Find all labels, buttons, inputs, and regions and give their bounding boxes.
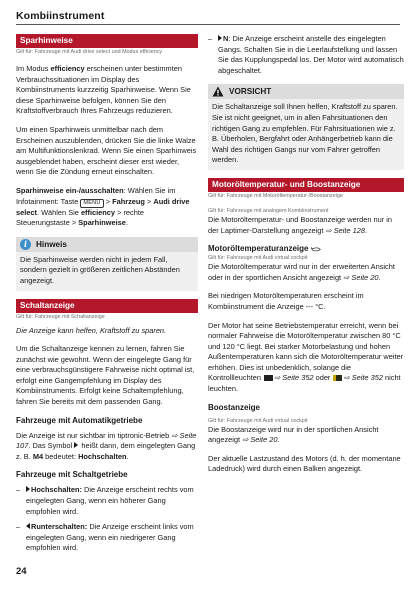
downshift-arrow-icon <box>26 523 30 529</box>
subheading-oeltemperatur: Motoröltemperaturanzeige <box>208 244 404 254</box>
paragraph: Die Motoröltemperatur- und Boostanzeige werden nur in der Laptimer-Darstellung angezeigt ⇨ Seite 128. <box>208 214 393 235</box>
warning-lamp-red-icon <box>264 375 273 381</box>
page-reference-link[interactable]: ⇨ Seite 20 <box>343 272 379 282</box>
warning-icon <box>212 86 224 97</box>
applicability-note: Gilt für: Fahrzeuge mit Schaltanzeige <box>16 313 105 320</box>
oil-temperature-icon <box>311 246 321 252</box>
header-rule <box>16 24 400 25</box>
running-header: Kombiinstrument <box>16 10 105 22</box>
paragraph: Um die Schaltanzeige kennen zu lernen, fahren Sie zunächst wie gewohnt. Wenn der eingelegte Gang für eine verbrauchsgünstigere Fahrweise nicht optimal ist, erfolgt eine Gangempfehlung im Display des Kombiinstruments. Erfolgt keine Schaltempfehlung, fahren Sie bereits mit dem passenden Gang. <box>16 344 195 407</box>
paragraph: Bei niedrigen Motoröltemperaturen erscheint im Kombiinstrument die Anzeige --- °C. <box>208 291 364 311</box>
right-column <box>208 34 404 475</box>
vorsicht-box-body: Die Schaltanzeige soll Ihnen helfen, Kraftstoff zu sparen. Sie ist nicht geeignet, um in allen Fahrsituationen den richtigen Gang zu empfehlen. Für Fahrsituationen wie z. B. Überholen, Bergfahrt oder Anhängerbetrieb kann die Wahl des richtigen Gangs nur vom Fahrer getroffen werden. <box>208 99 404 170</box>
vorsicht-box-header <box>208 84 404 99</box>
subheading-automatik: Fahrzeuge mit Automatikgetriebe <box>16 415 143 425</box>
menu-key: MENU <box>80 199 103 208</box>
list-item: – N: Die Anzeige erscheint anstelle des eingelegten Gangs. Schalten Sie in die Leerlaufstellung und lassen Sie das Kupplungspedal los. Der Motor wird automatisch abgeschaltet. <box>208 34 404 75</box>
paragraph: Im Modus efficiency erscheinen unter bestimmten Verbrauchssituationen im Display des Kombiinstruments kurzzeitig Sparhinweise. Wenn Sie diese Sparhinweise befolgen, können Sie den Kraftstoffverbrauch Ihres Fahrzeugs reduzieren. <box>16 64 191 116</box>
upshift-arrow-icon <box>74 442 78 448</box>
vorsicht-title: VORSICHT <box>229 87 272 97</box>
subheading-schaltgetriebe: Fahrzeuge mit Schaltgetriebe <box>16 470 128 480</box>
page-reference-link[interactable]: ⇨ Seite 352 <box>274 373 314 383</box>
neutral-arrow-icon <box>218 35 222 41</box>
applicability-note: Gilt für: Fahrzeuge mit analogem Kombiinstrument <box>208 207 329 214</box>
page-reference-link[interactable]: ⇨ Seite 128 <box>325 225 365 235</box>
hinweis-title: Hinweis <box>36 239 67 249</box>
applicability-note: Gilt für: Fahrzeuge mit Motoröltemperatur-/Boostanzeige <box>208 192 343 199</box>
list-item: – Runterschalten: Die Anzeige erscheint links vom eingelegten Gang, wenn ein niedrigerer Gang empfohlen wird. <box>16 522 194 553</box>
paragraph: Die Boostanzeige wird nur in der sportlichen Ansicht angezeigt ⇨ Seite 20. <box>208 424 379 445</box>
page-reference-link[interactable]: ⇨ Seite 107 <box>16 430 197 451</box>
hinweis-box-header <box>16 237 198 252</box>
section-heading-schaltanzeige: Schaltanzeige <box>16 299 198 313</box>
page-reference-link[interactable]: ⇨ Seite 20 <box>242 435 278 445</box>
paragraph: Die Anzeige ist nur sichtbar im tiptronic-Betrieb ⇨ Seite 107. Das Symbol heißt dann, dem eingelegten Gang z. B. M4 bedeutet: Hochschalten. <box>16 430 197 461</box>
section-heading-sparhinweise: Sparhinweise <box>16 34 198 48</box>
applicability-note: Gilt für: Fahrzeuge mit Audi virtual cockpit <box>208 255 308 262</box>
subheading-boost: Boostanzeige <box>208 402 261 412</box>
upshift-arrow-icon <box>26 486 30 492</box>
paragraph: Die Motoröltemperatur wird nur in der erweiterten Ansicht oder in der sportlichen Ansicht angezeigt ⇨ Seite 20. <box>208 262 395 282</box>
hinweis-box-body: Die Sparhinweise werden nicht in jedem Fall, sondern gezielt in größeren zeitlichen Abständen angezeigt. <box>16 252 198 291</box>
info-icon: i <box>20 239 31 250</box>
paragraph: Der aktuelle Lastzustand des Motors (d. h. der momentane Ladedruck) wird durch einen Balken angezeigt. <box>208 453 401 474</box>
left-column <box>16 34 198 554</box>
page-number: 24 <box>16 566 27 577</box>
warning-lamp-yellow-icon <box>333 375 342 381</box>
section-heading-motor: Motoröltemperatur- und Boostanzeige <box>208 178 404 192</box>
paragraph: Um einen Sparhinweis unmittelbar nach dem Erscheinen auszublenden, drücken Sie die linke Walze am Multifunktionslenkrad. Wenn Sie einen Sparhinweis ausgeblendet haben, erscheint dieser erst wieder, wenn Sie die Zündung erneut einschalten. <box>16 124 197 177</box>
page-reference-link[interactable]: ⇨ Seite 352 <box>343 373 383 383</box>
paragraph: Der Motor hat seine Betriebstemperatur erreicht, wenn bei normaler Fahrweise die Motoröltemperatur zwischen 80 °C und 120 °C liegt. Bei starker Motorbelastung und hohen Außentemperaturen kann sich die Motoröltemperatur weiter erhöhen. Dies ist unbedenklich, solange die Kontrollleuchten ⇨ Seite 352 oder ⇨ Seite 352 nicht leuchten. <box>208 320 404 394</box>
applicability-note: Gilt für: Fahrzeuge mit Audi drive select und Modus efficiency <box>16 49 163 55</box>
list-item: – Hochschalten: Die Anzeige erscheint rechts vom eingelegten Gang, wenn ein höherer Gang empfohlen wird. <box>16 485 194 516</box>
lead-text: Die Anzeige kann helfen, Kraftstoff zu sparen. <box>16 325 167 335</box>
applicability-note: Gilt für: Fahrzeuge mit Audi virtual cockpit <box>208 417 308 424</box>
paragraph: Sparhinweise ein-/ausschalten: Wählen Sie im Infotainment: Taste MENU > Fahrzeug > Audi drive select. Wählen Sie efficiency > rechte Steuerungstaste > Sparhinweise. <box>16 185 190 228</box>
